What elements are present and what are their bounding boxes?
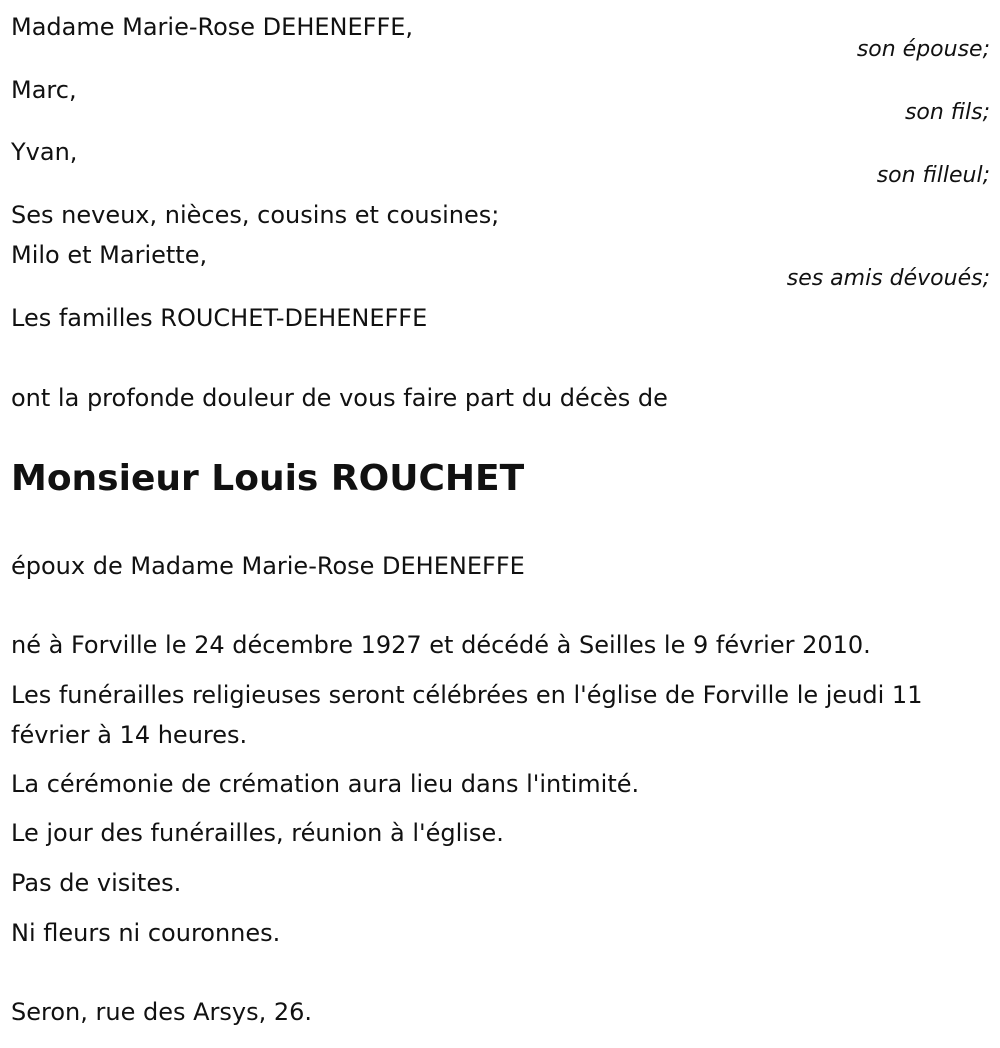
funeral-text: Les funérailles religieuses seront célébrées en l'église de Forville le jeudi 11 février à 14 heures. bbox=[11, 681, 923, 749]
announcement-text: ont la profonde douleur de vous faire part du décès de bbox=[11, 384, 668, 412]
family-member-name: Ses neveux, nièces, cousins et cousines; bbox=[11, 201, 500, 229]
spouse-line: époux de Madame Marie-Rose DEHENEFFE bbox=[11, 552, 525, 580]
family-member-name: Madame Marie-Rose DEHENEFFE, bbox=[11, 13, 414, 41]
family-member-role: son filleul; bbox=[876, 163, 990, 188]
family-member-role: ses amis dévoués; bbox=[786, 266, 990, 291]
visits-text: Pas de visites. bbox=[11, 869, 182, 897]
birth-death-text: né à Forville le 24 décembre 1927 et décédé à Seilles le 9 février 2010. bbox=[11, 631, 871, 659]
deceased-name: Monsieur Louis ROUCHET bbox=[11, 458, 525, 499]
family-member-role: son fils; bbox=[904, 100, 990, 125]
family-member-name: Yvan, bbox=[11, 138, 78, 166]
family-member-name: Les familles ROUCHET-DEHENEFFE bbox=[11, 304, 428, 332]
flowers-text: Ni fleurs ni couronnes. bbox=[11, 919, 281, 947]
family-member-role: son épouse; bbox=[856, 37, 990, 62]
family-member-name: Marc, bbox=[11, 76, 77, 104]
cremation-text: La cérémonie de crémation aura lieu dans l'intimité. bbox=[11, 770, 640, 798]
meeting-text: Le jour des funérailles, réunion à l'église. bbox=[11, 819, 504, 847]
address-text: Seron, rue des Arsys, 26. bbox=[11, 998, 313, 1026]
family-member-name: Milo et Mariette, bbox=[11, 241, 208, 269]
